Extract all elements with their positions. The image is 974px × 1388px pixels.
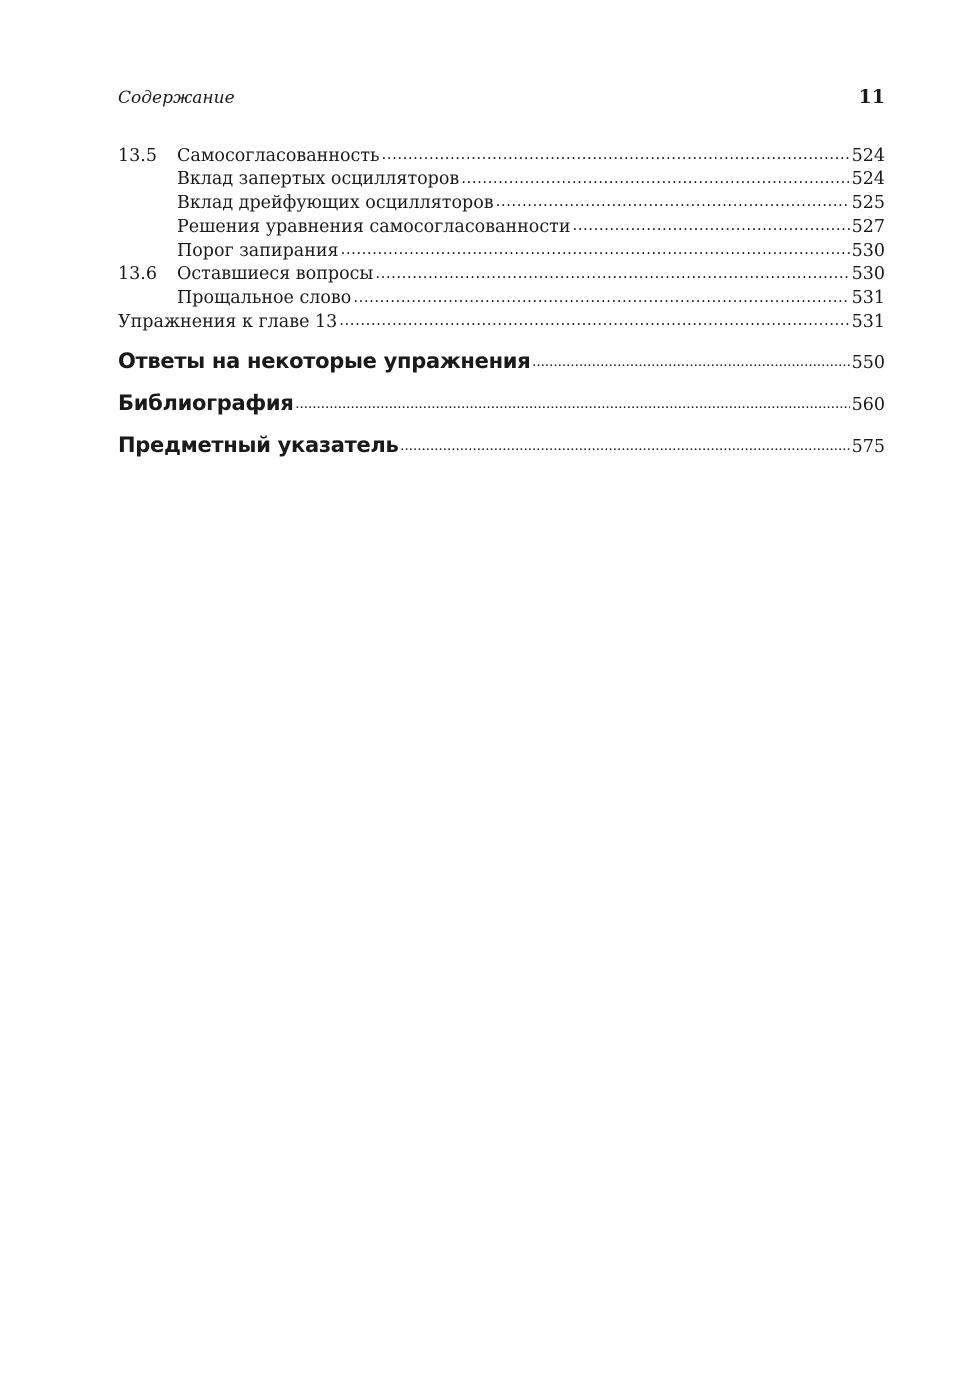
entry-page: 525 [851,193,885,214]
toc-entry-exercises-13[interactable] [118,310,885,334]
entry-page: 527 [851,216,885,237]
toc-entry-drifting-oscillators[interactable] [118,191,885,215]
toc-entry-13-5[interactable] [118,143,885,167]
entry-page: 524 [851,169,885,190]
dot-leader [339,310,849,328]
dot-leader [382,143,850,161]
entry-title: Упражнения к главе 13 [118,312,338,333]
entry-page: 550 [851,353,885,374]
toc-entry-locking-threshold[interactable] [118,238,885,262]
toc-entry-bibliography[interactable] [118,391,885,433]
entry-title: Вклад запертых осцилляторов [177,169,460,190]
dot-leader [532,352,849,368]
entry-page: 531 [851,288,885,309]
section-number: 13.5 [118,145,157,166]
dot-leader [353,286,849,304]
dot-leader [496,191,850,209]
entry-page: 575 [851,437,885,458]
page-number: 11 [858,86,885,108]
entry-title: Прощальное слово [177,288,352,309]
running-title: Содержание [118,88,235,108]
toc-entry-answers[interactable] [118,349,885,391]
major-entry-title: Ответы на некоторые упражнения [118,349,531,374]
section-number: 13.6 [118,264,157,285]
entry-title: Самосогласованность [177,145,380,166]
toc-entry-farewell[interactable] [118,286,885,310]
entry-title: Решения уравнения самосогласованности [177,216,571,237]
major-entry-title: Предметный указатель [118,433,399,458]
toc-entry-13-6[interactable] [118,262,885,286]
dot-leader [400,436,849,452]
entry-title: Порог запирания [177,240,339,261]
toc-entry-locked-oscillators[interactable] [118,167,885,191]
major-entry-title: Библиография [118,391,294,416]
entry-page: 524 [851,145,885,166]
dot-leader [461,167,849,185]
dot-leader [341,238,850,256]
entry-page: 560 [851,395,885,416]
entry-title: Вклад дрейфующих осцилляторов [177,193,494,214]
entry-page: 531 [851,312,885,333]
entry-page: 530 [851,264,885,285]
entry-page: 530 [851,240,885,261]
dot-leader [296,394,850,410]
toc-entry-index[interactable] [118,433,885,475]
running-header [118,86,885,114]
table-of-contents [118,143,885,475]
entry-title: Оставшиеся вопросы [177,264,374,285]
dot-leader [573,214,850,232]
dot-leader [375,262,849,280]
toc-entry-self-consistency-solutions[interactable] [118,214,885,238]
